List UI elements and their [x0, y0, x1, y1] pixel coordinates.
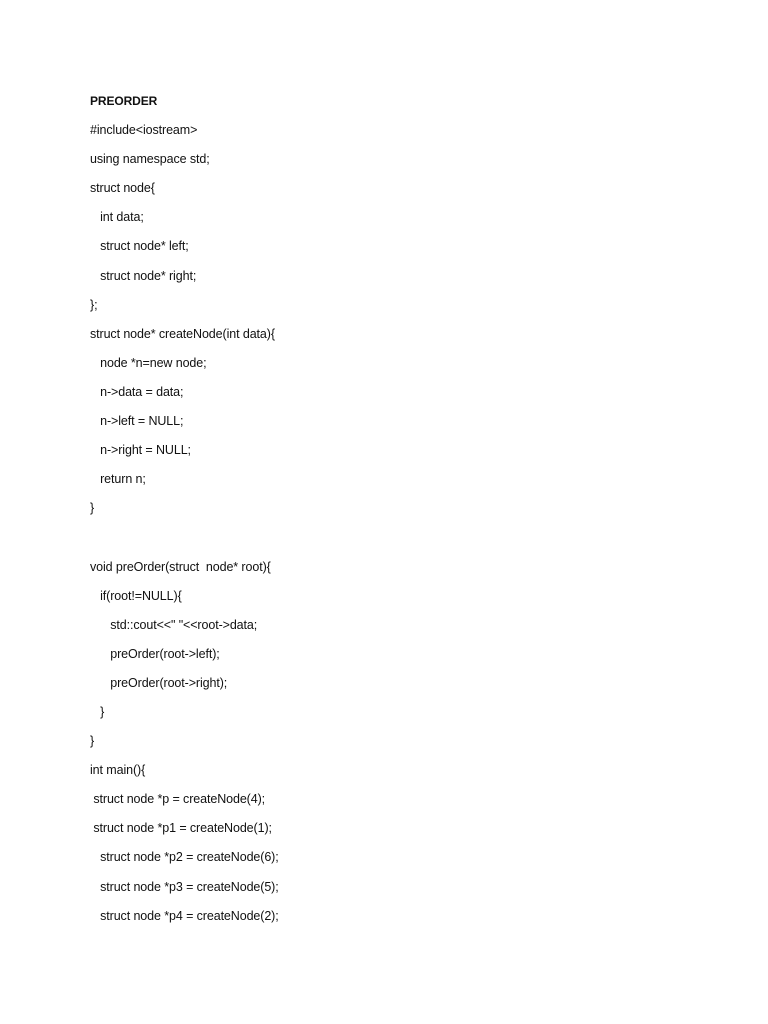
code-line: n->right = NULL; [90, 443, 191, 458]
code-line: struct node *p4 = createNode(2); [90, 908, 279, 923]
code-listing [90, 93, 279, 937]
document-heading: PREORDER [90, 94, 158, 108]
code-line: struct node* createNode(int data){ [90, 326, 275, 341]
blank-line [90, 529, 279, 558]
code-line: int main(){ [90, 763, 146, 778]
code-line: } [90, 501, 95, 516]
code-line: struct node* left; [90, 239, 189, 254]
code-line: struct node{ [90, 181, 155, 196]
code-line: preOrder(root->left); [90, 646, 220, 661]
code-line: if(root!=NULL){ [90, 588, 182, 603]
code-line: struct node* right; [90, 268, 197, 283]
code-line: struct node *p = createNode(4); [90, 792, 266, 807]
code-line: n->left = NULL; [90, 414, 184, 429]
code-line: node *n=new node; [90, 355, 207, 370]
code-line: #include<iostream> [90, 123, 198, 138]
code-line: struct node *p2 = createNode(6); [90, 850, 279, 865]
code-line: struct node *p3 = createNode(5); [90, 879, 279, 894]
code-line: } [90, 704, 105, 719]
code-line: preOrder(root->right); [90, 675, 228, 690]
code-line: std::cout<<" "<<root->data; [90, 617, 258, 632]
code-line: }; [90, 297, 98, 312]
code-line: n->data = data; [90, 384, 184, 399]
code-line: void preOrder(struct node* root){ [90, 559, 271, 574]
code-line: using namespace std; [90, 152, 210, 167]
code-line: return n; [90, 472, 146, 487]
code-line: int data; [90, 210, 144, 225]
code-line: } [90, 734, 95, 749]
code-line: struct node *p1 = createNode(1); [90, 821, 272, 836]
